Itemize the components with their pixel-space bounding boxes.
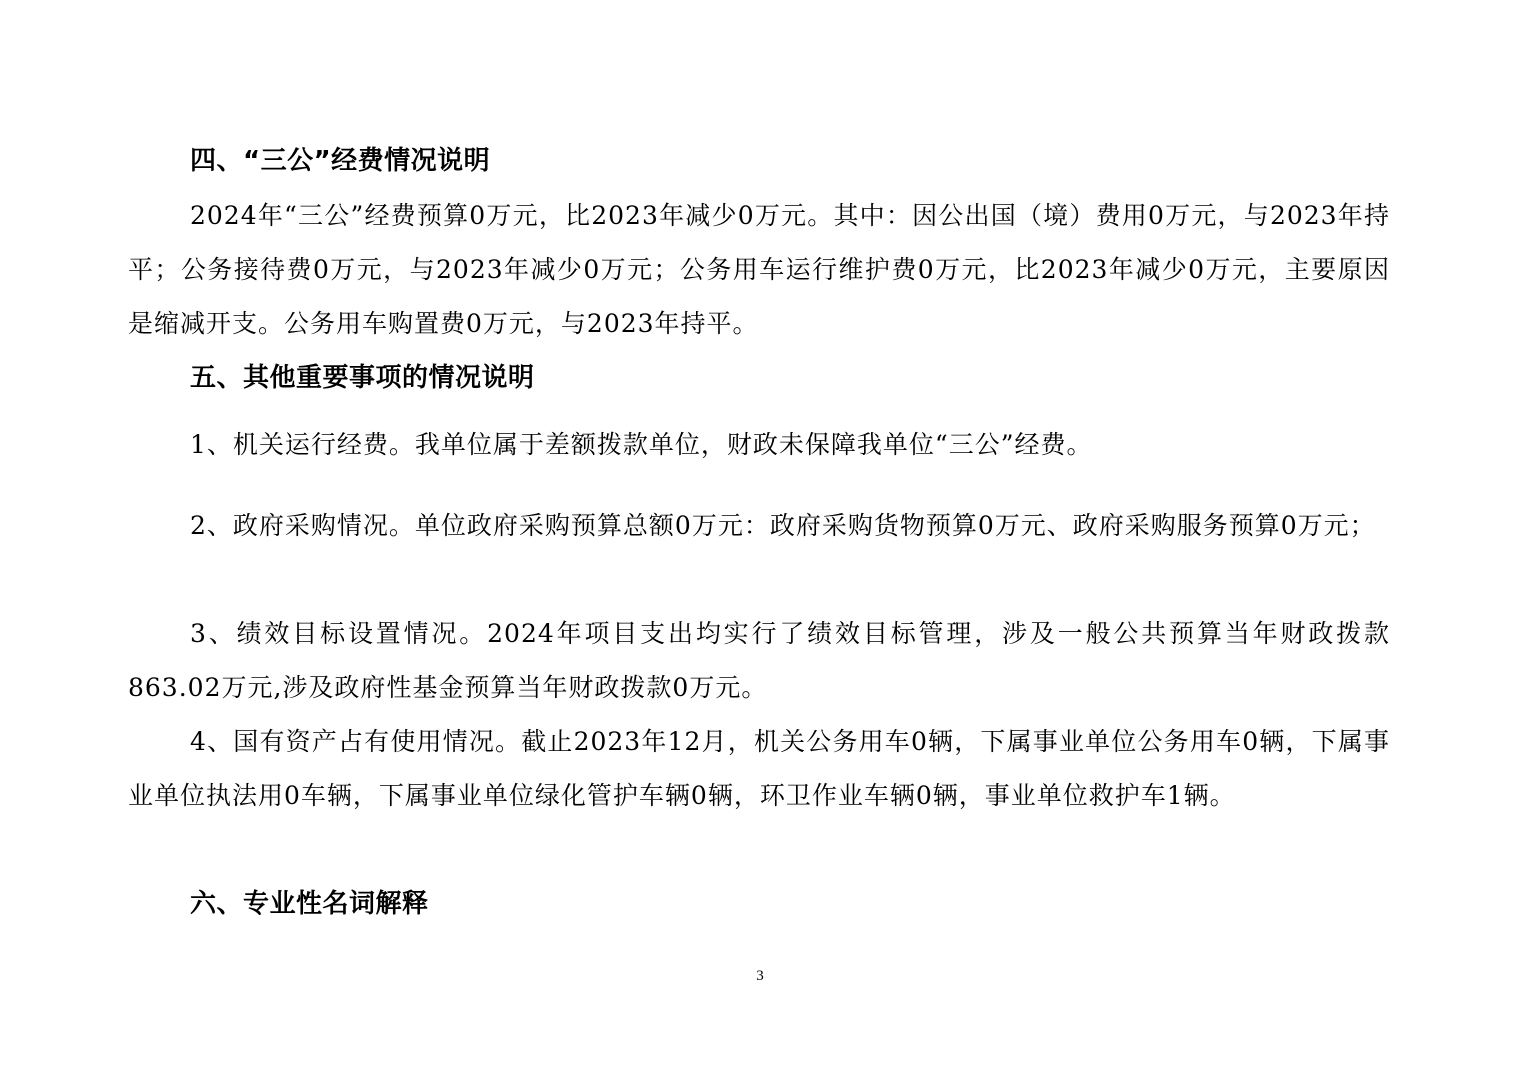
page-number: 3 — [756, 968, 764, 984]
section-5-item-1: 1、机关运行经费。我单位属于差额拨款单位，财政未保障我单位“三公”经费。 — [190, 430, 1093, 459]
section-4-paragraph: 2024年“三公”经费预算0万元，比2023年减少0万元。其中：因公出国（境）费用0万元，与2023年持平；公务接待费0万元，与2023年减少0万元；公务用车运行维护费0万元，比2023年减少0万元，主要原因是缩减开支。公务用车购置费0万元，与2023年持平。 — [128, 201, 1390, 338]
section-5-item-2: 2、政府采购情况。单位政府采购预算总额0万元：政府采购货物预算0万元、政府采购服务预算0万元； — [190, 511, 1376, 540]
section-4-heading: 四、“三公”经费情况说明 — [190, 146, 491, 176]
section-6-heading: 六、专业性名词解释 — [190, 889, 429, 919]
section-5-item-3: 3、绩效目标设置情况。2024年项目支出均实行了绩效目标管理，涉及一般公共预算当年财政拨款863.02万元,涉及政府性基金预算当年财政拨款0万元。 — [128, 619, 1390, 702]
section-5-item-4: 4、国有资产占有使用情况。截止2023年12月，机关公务用车0辆，下属事业单位公务用车0辆，下属事业单位执法用0车辆，下属事业单位绿化管护车辆0辆，环卫作业车辆0辆，事业单位救护车1辆。 — [128, 727, 1390, 810]
section-5-heading: 五、其他重要事项的情况说明 — [190, 363, 535, 393]
